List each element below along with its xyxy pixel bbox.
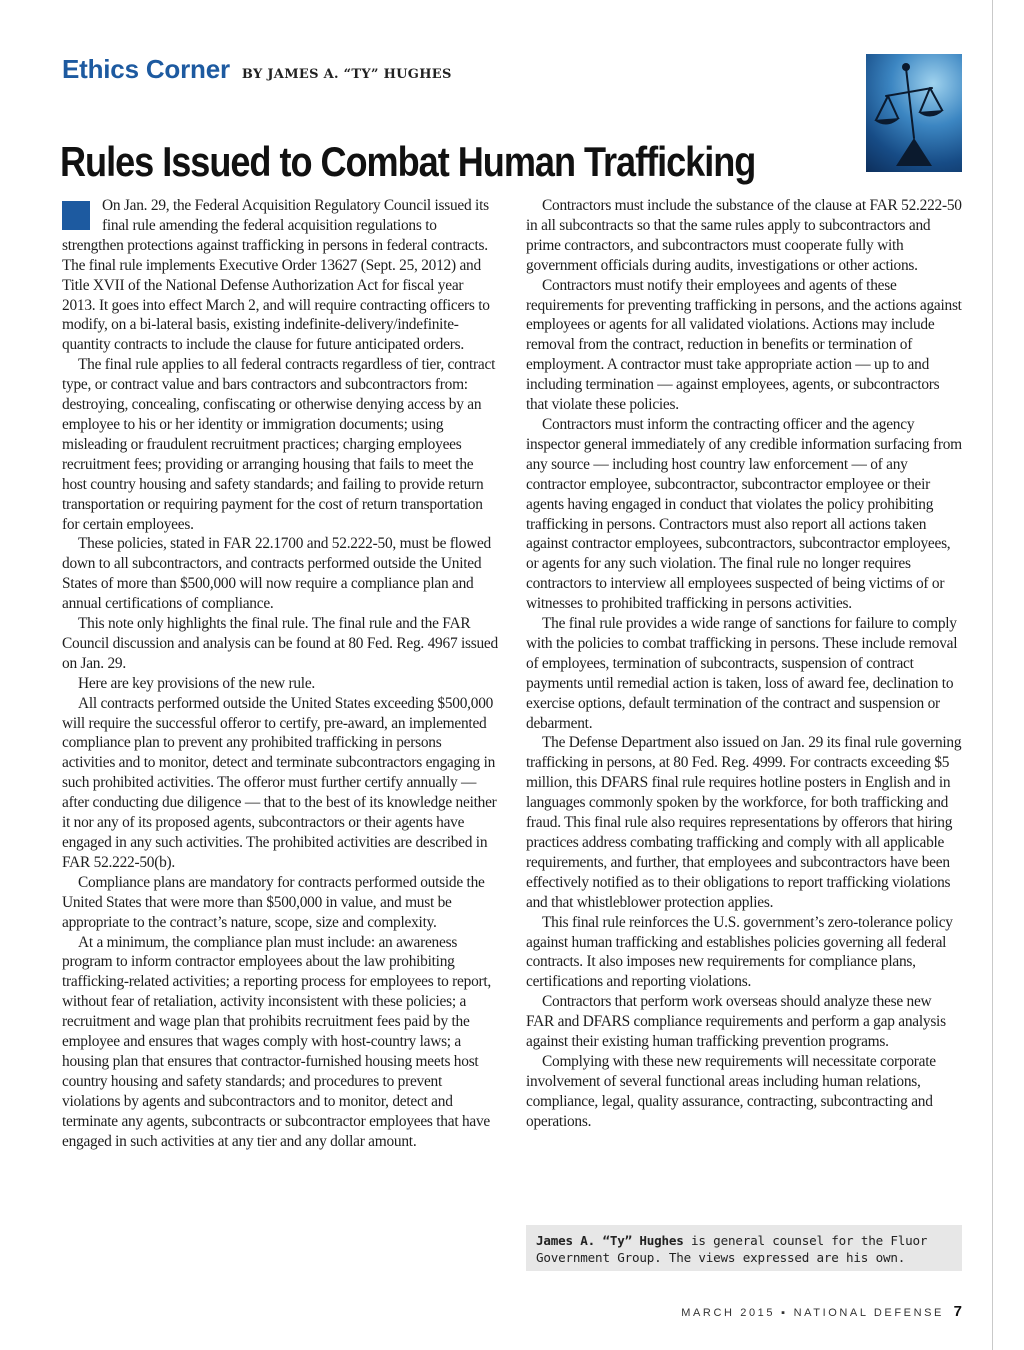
paragraph: Contractors that perform work overseas should analyze these new FAR and DFARS compliance requirements and perform a gap analysis against their existing human trafficking prevention programs. bbox=[526, 993, 946, 1051]
paragraph: Contractors must inform the contracting officer and the agency inspector general immediately of any credible information surfacing from any source — including host country law enforcement — of any contractor employee, subcontractor, subcontractor employee or their agents having engaged in conduct that violates the policy prohibiting trafficking in persons. Contractors must also report all actions taken against contractor employees, subcontractors, subcontractor employees, or agents for any such violation. The final rule no longer requires contractors to interview all employees suspected of being victims of or witnesses to prohibited trafficking in persons activities. bbox=[526, 415, 962, 613]
paragraph: Complying with these new requirements will necessitate corporate involvement of several functional areas including human relations, compliance, legal, quality assurance, contracting, subcontracting and operations. bbox=[526, 1052, 936, 1130]
publication-name: NATIONAL DEFENSE bbox=[793, 1307, 944, 1319]
paragraph: Here are key provisions of the new rule. bbox=[78, 674, 316, 692]
paragraph: Contractors must include the substance of the clause at FAR 52.222-50 in all subcontracts so that the same rules apply to subcontractors and prime contractors, and subcontractors must cooperate fully with government officials during audits, investigations or other actions. bbox=[526, 197, 962, 274]
paragraph: Compliance plans are mandatory for contracts performed outside the United States that were more than $500,000 in value, and must be appropriate to the contract’s nature, scope, size and complexity. bbox=[62, 873, 485, 931]
page-footer bbox=[681, 1303, 962, 1320]
paragraph: This final rule reinforces the U.S. government’s zero-tolerance policy against human trafficking and establishes policies governing all federal contracts. It also imposes new requirements for compliance plans, certifications and reporting violations. bbox=[526, 913, 953, 991]
paragraph: These policies, stated in FAR 22.1700 and 52.222-50, must be flowed down to all subcontractors, and contracts performed outside the United States of more than $500,000 will now require a compliance plan and annual certifications of compliance. bbox=[62, 535, 491, 613]
paragraph: Contractors must notify their employees and agents of these requirements for preventing trafficking in persons, and the actions against employees or agents for all validated violations. Actions may include removal from the contract, reduction in benefits or termination of employment. A contractor must take appropriate action — up to and including termination — against employees, agents, or subcontractors that violate these policies. bbox=[526, 276, 962, 414]
paragraph: The final rule provides a wide range of sanctions for failure to comply with the policies to combat trafficking in persons. These include removal of employees, termination of subcontracts, suspension of contract payments until remedial action is taken, loss of award fee, declination to exercise options, default termination of the contract and suspension or debarment. bbox=[526, 615, 958, 732]
author-bio bbox=[526, 1225, 962, 1271]
paragraph: The final rule applies to all federal contracts regardless of tier, contract type, or contract value and bars contractors and subcontractors from: destroying, concealing, confiscating or otherwise denying access by an employee to his or her identity or immigration documents; using misleading or fraudulent recruitment practices; charging employees recruitment fees; providing or arranging housing that fails to meet the host country housing and safety standards; and failing to provide return transportation or requiring payment for the cost of return transportation for certain employees. bbox=[62, 356, 496, 533]
article-left-column bbox=[62, 196, 498, 1152]
scales-of-justice-icon bbox=[866, 54, 962, 172]
blue-square-icon bbox=[62, 201, 90, 230]
issue-date: MARCH 2015 bbox=[681, 1307, 776, 1319]
paragraph: This note only highlights the final rule. The final rule and the FAR Council discussion and analysis can be found at 80 Fed. Reg. 4967 issued on Jan. 29. bbox=[62, 615, 498, 672]
author-bio-text: is general counsel for the Fluor Government Group. The views expressed are his own. bbox=[536, 1233, 928, 1265]
paragraph: All contracts performed outside the United States exceeding $500,000 will require the successful offeror to certify, pre-award, an implemented compliance plan to prevent any prohibited trafficking in persons activities and to monitor, detect and terminate subcontractors engaging in such prohibited activities. The offeror must further certify annually — after conducting due diligence — that to the best of its knowledge neither it nor any of its proposed agents, subcontractors or their agents have engaged in any such activities. The prohibited activities are described in FAR 52.222-50(b). bbox=[62, 694, 497, 871]
page-edge-divider bbox=[992, 0, 993, 1350]
section-title: Ethics Corner bbox=[62, 54, 230, 84]
footer-bullet-icon: ▪ bbox=[781, 1307, 788, 1319]
column-header bbox=[62, 54, 452, 85]
paragraph bbox=[62, 196, 498, 355]
paragraph: At a minimum, the compliance plan must include: an awareness program to inform contractor employees about the law prohibiting trafficking-related activities; a reporting process for employees to report, without fear of retaliation, activity inconsistent with these policies; a recruitment and wage plan that prohibits recruitment fees paid by the employee and ensures that wages comply with host-country laws; a housing plan that ensures that contractor-furnished housing meets host country housing and safety standards; and procedures to prevent violations by agents and subcontractors and to monitor, detect and terminate any agents, subcontracts or subcontractor employees that have engaged in such activities at any tier and any dollar amount. bbox=[62, 933, 492, 1150]
article-right-column bbox=[526, 196, 962, 1132]
headline: Rules Issued to Combat Human Trafficking bbox=[60, 138, 756, 185]
byline: BY JAMES A. “TY” HUGHES bbox=[241, 67, 452, 82]
paragraph-text: On Jan. 29, the Federal Acquisition Regulatory Council issued its final rule amending the federal acquisition regulations to strengthen protections against trafficking in persons in federal contracts. The final rule implements Executive Order 13627 (Sept. 25, 2012) and Title XVII of the National Defense Authorization Act for fiscal year 2013. It goes into effect March 2, and will require contracting officers to modify, on a bi-lateral basis, existing indefinite-delivery/indefinite-quantity contracts to include the clause for future anticipated orders. bbox=[62, 197, 490, 354]
page-number: 7 bbox=[953, 1303, 962, 1320]
author-name: James A. “Ty” Hughes bbox=[536, 1233, 684, 1248]
paragraph: The Defense Department also issued on Jan. 29 its final rule governing trafficking in persons, at 80 Fed. Reg. 4999. For contracts exceeding $5 million, this DFARS final rule requires hotline posters in English and in languages commonly spoken by the workforce, for both trafficking and fraud. This final rule also requires representations by offerors that hiring practices address combating trafficking and comply with all applicable requirements, and further, that employees and subcontractors have been effectively notified as to their obligations to report trafficking violations and that whistleblower protection applies. bbox=[526, 734, 962, 911]
